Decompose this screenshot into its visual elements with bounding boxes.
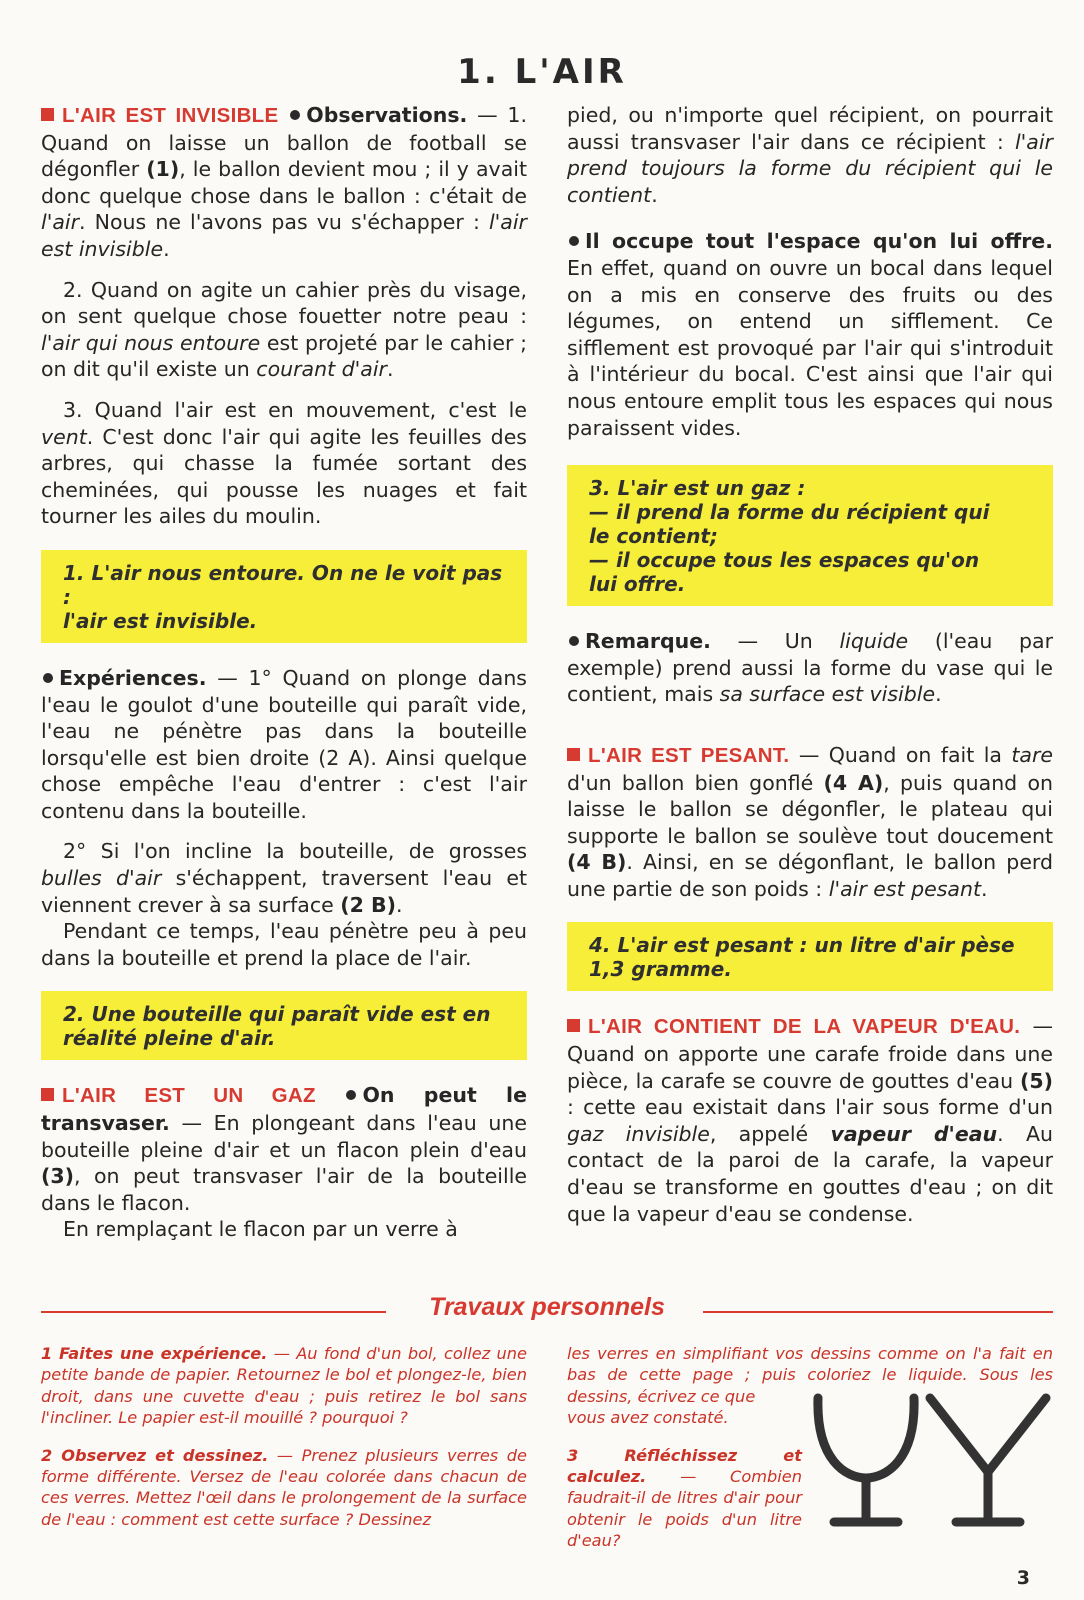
figure-ref: (4 A) [823, 770, 884, 795]
bullet-dot-icon [569, 636, 579, 646]
glasses-illustration [808, 1390, 1058, 1540]
text: En effet, quand on ouvre un bocal dans lequel on a mis en conserve des fruits ou des légumes, on entend un sifflement. Ce sifflement est provoqué par l'air qui s'introduit à l'intérieur du bocal. C'est ainsi que l'air qui nous entoure emplit tous les espaces qui nous paraissent vides. [567, 255, 1053, 440]
exercise-3 [567, 1445, 802, 1552]
text: — Quand on apporte une carafe froide dans une pièce, la carafe se couvre de gouttes d'eau [567, 1014, 1053, 1093]
text: : cette eau existait dans l'air sous forme d'un [567, 1095, 1053, 1120]
figure-ref: (2 B) [340, 892, 397, 917]
paragraph-experiences [41, 665, 527, 825]
bullet-dot-icon [43, 673, 53, 683]
section-heading-gaz: L'AIR EST UN GAZ [62, 1084, 316, 1108]
glass-conical-icon [930, 1398, 1046, 1522]
bullet-dot-icon [346, 1090, 356, 1100]
bullet-dot-icon [290, 110, 300, 120]
text-italic: l'air prend toujours la forme du récipient qui le contient [567, 129, 1053, 207]
paragraph-gaz-continued [567, 102, 1053, 208]
text: . [396, 892, 403, 917]
text-italic: l'air est invisible [41, 210, 527, 261]
figure-ref: (4 B) [567, 850, 627, 875]
text-italic: tare [1011, 742, 1053, 767]
text: . Au contact de la paroi de la carafe, la vapeur d'eau se transforme en gouttes d'eau ; on dit que la vapeur d'eau se condense. [567, 1121, 1053, 1226]
travaux-header [41, 1293, 1053, 1327]
page-number: 3 [1016, 1567, 1030, 1589]
text: , le ballon devient mou ; il y avait donc quelque chose dans le ballon : c'était de [41, 157, 527, 208]
paragraph-gaz-2: En remplaçant le flacon par un verre à [63, 1217, 458, 1242]
summary-line: 2. Une bouteille qui paraît vide est en [63, 1002, 491, 1027]
exercise-text: — Combien faudrait-il de litres d'air pour obtenir le poids d'un litre d'eau? [567, 1467, 802, 1551]
text: — 1° Quand on plonge dans l'eau le goulot d'une bouteille qui paraît vide, l'eau ne pénètre pas dans la bouteille lorsqu'elle est bien droite (2 A). Ainsi quelque chose empêche l'eau d'entrer : c'est l'air contenu dans la bouteille. [41, 665, 527, 823]
label-remarque: Remarque. [585, 629, 711, 654]
label-transvaser: On peut le transvaser. [41, 1083, 527, 1136]
section-heading-invisible: L'AIR EST INVISIBLE [62, 104, 279, 127]
paragraph-invisible-obs3 [41, 397, 527, 530]
summary-line: l'air est invisible. [63, 608, 258, 633]
text: . [651, 182, 658, 207]
exercise-label: 3 Réfléchissez et calculez. [567, 1445, 802, 1487]
text-italic: vent [41, 424, 87, 449]
text-italic: gaz invisible [567, 1121, 710, 1146]
exercise-text: les verres en simplifiant vos dessins comme on l'a fait en bas de cette page ; puis coloriez le liquide. Sous les dessins, écrivez ce que [567, 1344, 1053, 1406]
section-square-icon [41, 1088, 54, 1101]
text: . C'est donc l'air qui agite les feuilles des arbres, qui chasse la fumée sortant des cheminées, qui pousse les nuages et fait tourner les ailes du moulin. [41, 424, 527, 529]
travaux-left-column [41, 1343, 527, 1546]
exercise-1 [41, 1343, 527, 1429]
exercise-label: 1 Faites une expérience. [41, 1344, 268, 1363]
summary-box-4 [567, 922, 1053, 991]
summary-line: lui offre. [589, 572, 686, 597]
text: — 1. Quand on laisse un ballon de football se dégonfler [41, 103, 527, 182]
summary-line: 3. L'air est un gaz : [589, 476, 806, 501]
paragraph-invisible-obs1 [41, 102, 527, 263]
paragraph-pesant [567, 742, 1053, 903]
text: . [163, 236, 170, 261]
exercise-2-continued-end: vous avez constaté. [567, 1408, 729, 1428]
text: est projeté par le cahier ; on dit qu'il existe un [41, 330, 527, 382]
summary-line: 1. L'air nous entoure. On ne le voit pas : [63, 560, 503, 609]
text: pied, ou n'importe quel récipient, on pourrait aussi transvaser l'air dans ce récipient : [567, 103, 1053, 154]
exercise-text: — Au fond d'un bol, collez une petite bande de papier. Retournez le bol et plongez-le, bien droit, dans une cuvette d'eau ; puis retirez le bol sans l'incliner. Le papier est-il mouillé ? pourquoi ? [41, 1344, 527, 1428]
text: . [386, 357, 394, 382]
exercise-label: 2 Observez et dessinez. [41, 1445, 269, 1465]
summary-line: — il occupe tous les espaces qu'on [589, 548, 980, 573]
summary-line: réalité pleine d'air. [63, 1026, 276, 1051]
text-bold-italic: vapeur d'eau [830, 1121, 998, 1146]
section-square-icon [567, 1019, 580, 1032]
label-experiences: Expériences. [59, 665, 207, 690]
text-italic: sa surface est visible [719, 682, 936, 707]
text: . Nous ne l'avons pas vu s'échapper : [79, 210, 489, 235]
paragraph-vapeur [567, 1013, 1053, 1227]
summary-line: 1,3 gramme. [589, 957, 732, 982]
text: , puis quand on laisse le ballon se dégonfler, le plateau qui supporte le ballon se soulève tout doucement [567, 770, 1053, 848]
summary-box-1 [41, 550, 527, 643]
right-column [567, 102, 1053, 1241]
paragraph-experience-2 [41, 838, 527, 918]
bullet-dot-icon [569, 236, 579, 246]
summary-line: le contient; [589, 524, 718, 549]
section-heading-pesant: L'AIR EST PESANT. [588, 743, 790, 767]
paragraph-gaz [41, 1082, 527, 1216]
section-heading-vapeur: L'AIR CONTIENT DE LA VAPEUR D'EAU. [588, 1015, 1021, 1039]
summary-box-3 [567, 465, 1053, 606]
summary-box-2 [41, 991, 527, 1060]
paragraph-occupe [567, 228, 1053, 441]
text: d'un ballon bien gonflé [567, 770, 824, 795]
text: — En plongeant dans l'eau une bouteille pleine d'air et un flacon plein d'eau [41, 1111, 527, 1162]
exercise-2 [41, 1445, 527, 1531]
text-italic: l'air qui nous entoure [41, 330, 261, 355]
text: , on peut transvaser l'air de la bouteille dans le flacon. [41, 1164, 527, 1215]
text: . Ainsi, en se dégonflant, le ballon perd une partie de son poids : [567, 850, 1054, 901]
left-column [41, 102, 527, 1257]
exercise-text: — Prenez plusieurs verres de forme différente. Versez de l'eau colorée dans chacun de ces verres. Mettez l'œil dans le prolongement de la surface de l'eau : comment est cette surface ? Dessinez [41, 1445, 527, 1529]
glass-rounded-icon [818, 1398, 914, 1522]
text: , appelé [709, 1121, 831, 1146]
text: . [981, 876, 988, 901]
figure-ref: (5) [1019, 1068, 1053, 1093]
text-italic: liquide [839, 629, 909, 654]
text: — Quand on fait la [789, 742, 1012, 767]
text: (l'eau par exemple) prend aussi la forme du vase qui le contient, mais [567, 629, 1053, 707]
summary-line: — il prend la forme du récipient qui [589, 500, 990, 525]
figure-ref: (1) [146, 157, 180, 182]
paragraph-experience-3: Pendant ce temps, l'eau pénètre peu à peu dans la bouteille et prend la place de l'air. [41, 919, 527, 970]
text-italic: courant d'air [256, 357, 387, 382]
text: s'échappent, traversent l'eau et viennent crever à sa surface [41, 866, 527, 917]
travaux-title: Travaux personnels [429, 1293, 665, 1321]
label-occupe: Il occupe tout l'espace qu'on lui offre. [585, 229, 1053, 254]
text: . [935, 682, 942, 707]
paragraph-remarque [567, 628, 1053, 708]
text-italic: bulles d'air [41, 866, 162, 891]
section-square-icon [567, 748, 580, 761]
paragraph-invisible-obs2 [41, 277, 527, 383]
section-square-icon [41, 108, 54, 121]
text: 2. Quand on agite un cahier près du visage, on sent quelque chose fouetter notre peau : [41, 277, 527, 329]
text: — Un [710, 629, 840, 654]
page-title: 1. L'AIR [457, 52, 627, 92]
text-italic: l'air [41, 210, 80, 235]
text-italic: l'air est pesant [828, 876, 982, 901]
summary-line: 4. L'air est pesant : un litre d'air pèse [589, 933, 1015, 958]
text: 3. Quand l'air est en mouvement, c'est le [63, 397, 527, 422]
text: 2° Si l'on incline la bouteille, de grosses [63, 839, 527, 864]
figure-ref: (3) [41, 1164, 75, 1189]
label-observations: Observations. [306, 103, 468, 127]
